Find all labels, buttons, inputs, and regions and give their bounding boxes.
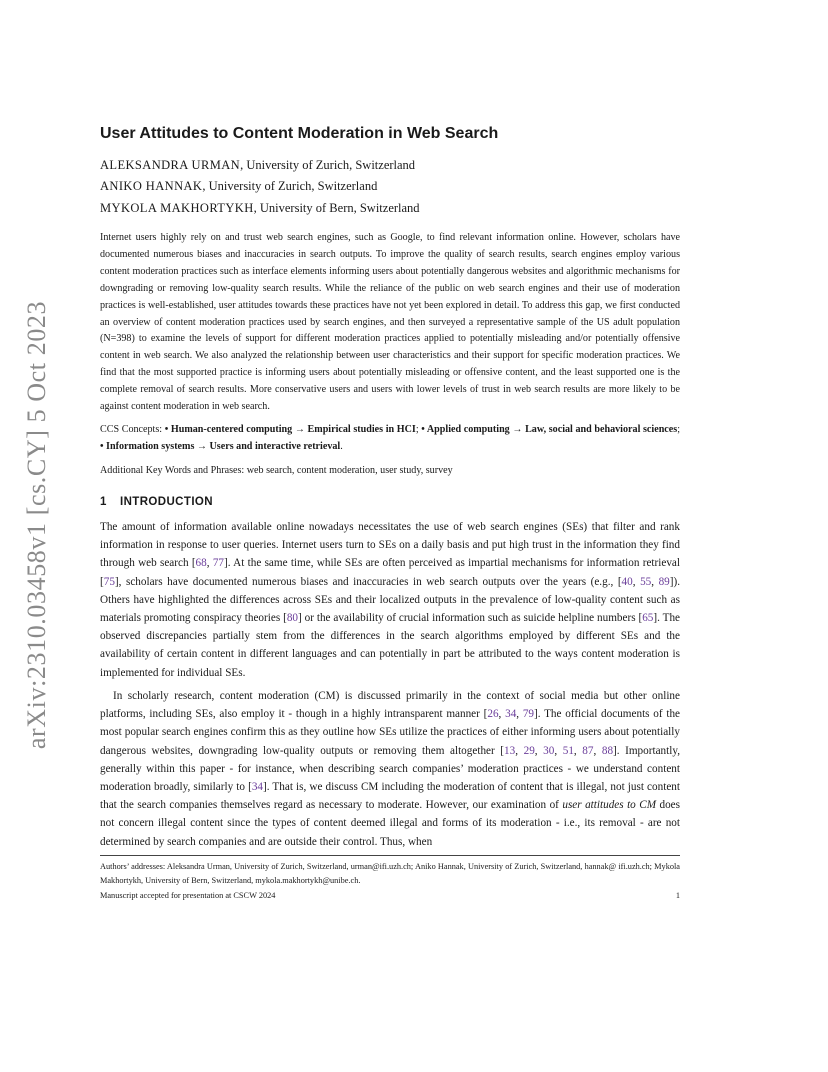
keywords: Additional Key Words and Phrases: web search, content moderation, user study, survey: [100, 465, 453, 476]
ccs-concept: • Human-centered computing → Empirical studies in HCI: [164, 424, 416, 435]
citation-link[interactable]: 55: [640, 575, 652, 588]
citation-link[interactable]: 29: [523, 744, 535, 757]
citation-link[interactable]: 26: [487, 708, 499, 721]
author-affiliation: , University of Zurich, Switzerland: [202, 179, 378, 193]
body-text: ]. The official documents of the most popular search engines confirm this as they outline how SEs utilize the practices of either informing users about potentially dangerous websites, downgrading low-quality outputs or removing them altogether [: [100, 708, 681, 757]
section-heading: [100, 496, 213, 508]
intro-paragraph: [100, 687, 680, 851]
citation-link[interactable]: 13: [504, 744, 516, 757]
citation-link[interactable]: 89: [658, 575, 670, 588]
page-number: 1: [675, 891, 680, 900]
body-text: ,: [515, 744, 524, 757]
author-line: [100, 179, 377, 194]
section-number: 1: [100, 496, 107, 508]
author-line: [100, 201, 420, 216]
citation-link[interactable]: 79: [522, 708, 535, 721]
intro-paragraph: [100, 518, 680, 682]
footnote-divider: [100, 855, 680, 856]
citation-link[interactable]: 51: [562, 744, 574, 757]
body-text: ], scholars have documented numerous biases and inaccuracies in web search outputs over the years (e.g., [: [114, 575, 622, 588]
body-text: ,: [206, 557, 213, 570]
citation-link[interactable]: 40: [621, 575, 633, 588]
body-text: ]. The observed discrepancies partially stem from the differences in the search algorithms employed by different SEs and the availability of certain content in different languages and can potentially in part be attributed to the ways content moderation is implemented for individual SEs.: [100, 612, 681, 679]
citation-link[interactable]: 77: [212, 557, 224, 570]
body-text: ]. Importantly, generally within this paper - for instance, when describing search companies’ moderation practices - we understand content moderation broadly, similarly to [: [100, 744, 681, 794]
citation-link[interactable]: 87: [582, 744, 594, 757]
arxiv-sidebar: [22, 290, 52, 760]
emphasis-text: user attitudes to CM: [562, 799, 657, 812]
citation-link[interactable]: 80: [286, 612, 298, 625]
body-text: In scholarly research, content moderation (CM) is discussed primarily in the context of social media but other online platforms, including SEs, also employ it - though in a highly intransparent manner [: [100, 690, 680, 721]
body-text: ,: [593, 744, 602, 757]
body-text: ,: [516, 708, 523, 721]
citation-link[interactable]: 30: [543, 744, 555, 757]
citation-link[interactable]: 75: [103, 575, 115, 588]
citation-link[interactable]: 34: [505, 708, 517, 721]
citation-link[interactable]: 65: [642, 612, 654, 625]
body-text: ] or the availability of crucial information such as suicide helpline numbers [: [298, 612, 643, 625]
ccs-concepts: [100, 422, 680, 456]
author-affiliation: , University of Zurich, Switzerland: [240, 158, 416, 172]
body-text: ]). Others have highlighted the differences across SEs and their localized outputs in the prevalence of low-quality content such as materials promoting conspiracy theories [: [100, 575, 681, 625]
section-title: INTRODUCTION: [120, 496, 213, 508]
body-text: The amount of information available online nowadays necessitates the use of web search engines (SEs) that filter and rank information in response to user queries. Internet users turn to SEs on a daily basis and put high trust in the information they find through web search [: [100, 521, 680, 570]
body-text: ]. At the same time, while SEs are often perceived as impartial mechanisms for information retrieval [: [100, 557, 680, 588]
citation-link[interactable]: 34: [251, 781, 263, 794]
body-text: ]. That is, we discuss CM including the moderation of content that is illegal, not just content that the search companies themselves regard as necessary to moderate. However, our examination of: [100, 781, 680, 812]
author-affiliation: , University of Bern, Switzerland: [253, 201, 420, 215]
body-text: ,: [573, 744, 583, 757]
author-name: MYKOLA MAKHORTYKH: [100, 201, 254, 215]
body-text: ,: [651, 575, 659, 588]
body-text: ,: [534, 744, 544, 757]
arxiv-identifier: arXiv:2310.03458v1 [cs.CY] 5 Oct 2023: [22, 300, 51, 750]
ccs-end: .: [340, 440, 343, 452]
ccs-lead: CCS Concepts:: [100, 424, 165, 435]
author-addresses-footnote: Authors’ addresses: Aleksandra Urman, University of Zurich, Switzerland, urman@ifi.uzh.ch; Aniko Hannak, University of Zurich, Switzerland, hannak@ ifi.uzh.ch; Mykola Makhortykh, University of Bern, Switzerland, mykola.makhortykh@unibe.ch.: [100, 862, 680, 885]
body-text: does not concern illegal content since the types of content deemed illegal and forms of its moderation - i.e., its removal - are not determined by search companies and are outside their control. Thus, when: [100, 799, 680, 848]
ccs-concept: • Applied computing → Law, social and behavioral sciences: [421, 424, 678, 435]
author-name: ALEKSANDRA URMAN: [100, 158, 241, 172]
paper-title: User Attitudes to Content Moderation in Web Search: [100, 125, 499, 142]
ccs-separator: ;: [415, 424, 422, 435]
manuscript-note: Manuscript accepted for presentation at CSCW 2024: [100, 891, 276, 900]
author-line: [100, 158, 415, 173]
ccs-concept: • Information systems → Users and interactive retrieval: [100, 440, 341, 452]
citation-link[interactable]: 68: [195, 557, 207, 570]
body-text: ,: [498, 708, 506, 721]
abstract: Internet users highly rely on and trust web search engines, such as Google, to find relevant information online. However, scholars have documented numerous biases and inaccuracies in search outputs. To improve the quality of search results, search engines employ various content moderation practices such as interface elements informing users about potentially dangerous websites and algorithmic mechanisms for downgrading or removing low-quality search results. While the reliance of the public on web search engines and their use of moderation practices is well-established, user attitudes towards these practices have not yet been explored in detail. To address this gap, we first conducted an overview of content moderation practices used by search engines, and then surveyed a representative sample of the US adult population (N=398) to examine the levels of support for different moderation practices applied to potentially misleading and/or potentially offensive content in web search. We also analyzed the relationship between user characteristics and their support for specific moderation practices. We find that the most supported practice is informing users about potentially misleading or offensive content, and the least supported one is the complete removal of search results. More conservative users and users with lower levels of trust in web search results are more likely to be against content moderation in web search.: [100, 232, 680, 413]
ccs-separator: ;: [677, 424, 681, 435]
body-text: ,: [554, 744, 563, 757]
body-text: ,: [632, 575, 641, 588]
author-name: ANIKO HANNAK: [100, 179, 203, 193]
citation-link[interactable]: 88: [601, 744, 614, 757]
